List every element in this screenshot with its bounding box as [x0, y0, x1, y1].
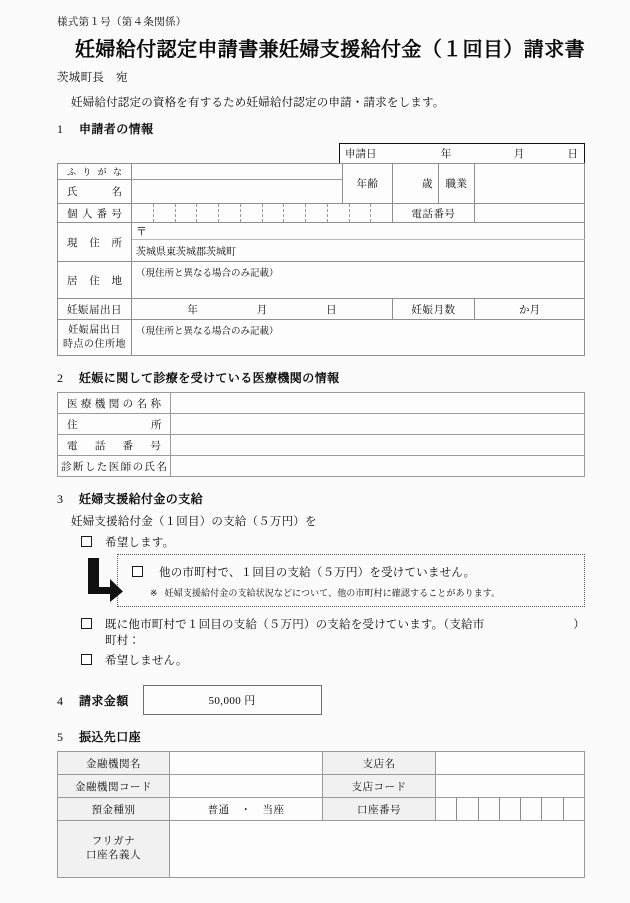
occupation-label: 職業	[439, 164, 475, 204]
application-date-month[interactable]: 月	[485, 144, 553, 163]
mynumber-label: 個 人 番 号	[58, 204, 132, 223]
checkbox-already-received-label: 既に他市町村で１回目の支給（５万円）の支給を受けています。（支給市町村：	[105, 619, 485, 647]
report-address-value[interactable]: （現住所と異なる場合のみ記載）	[132, 320, 585, 356]
checkbox-wish-label: 希望します。	[105, 537, 175, 549]
note-text: 妊婦支援給付金の支給状況などについて、他の市町村に確認することがあります。	[164, 588, 501, 598]
section-5-number: 5	[57, 730, 64, 744]
document-title: 妊婦給付認定申請書兼妊婦支援給付金（１回目）請求書	[75, 39, 585, 61]
application-date-day[interactable]: 日	[553, 144, 584, 163]
pregnancy-report-date-label: 妊娠届出日	[58, 299, 132, 320]
bank-account-table	[57, 751, 585, 878]
claim-amount-box[interactable]: 50,000 円	[143, 685, 322, 715]
form-number: 様式第１号（第４条関係）	[57, 17, 187, 28]
checkbox-no-wish[interactable]	[81, 654, 92, 665]
table-row	[58, 240, 585, 262]
occupation-value[interactable]	[475, 164, 585, 204]
section-2-number: 2	[57, 371, 64, 385]
table-row	[58, 798, 585, 821]
inset-note	[132, 586, 574, 599]
section-1-title: 申請者の情報	[79, 122, 154, 136]
residence-label: 居 住 地	[58, 262, 132, 299]
account-holder-value[interactable]	[170, 821, 585, 878]
section-3-number: 3	[57, 492, 64, 506]
checkbox-already-received[interactable]	[81, 618, 92, 629]
table-row	[58, 262, 585, 299]
medical-institution-table	[57, 392, 585, 477]
branch-name-label: 支店名	[323, 752, 436, 775]
table-row	[58, 204, 585, 223]
checkbox-row-no-wish[interactable]	[57, 652, 585, 668]
age-unit[interactable]: 歳	[393, 164, 439, 204]
mynumber-cell-grid	[132, 204, 392, 222]
phone-label: 電話番号	[393, 204, 475, 223]
applicant-block	[57, 143, 585, 356]
section-3-intro: 妊婦支援給付金（１回目）の支給（５万円）を	[71, 516, 317, 528]
section-4-block	[57, 685, 585, 715]
mynumber-input[interactable]	[132, 204, 393, 223]
checkbox-wish[interactable]	[81, 536, 92, 547]
name-label: 氏 名	[58, 180, 132, 204]
furigana-value[interactable]	[132, 164, 343, 180]
bank-name-value[interactable]	[170, 752, 323, 775]
table-row	[58, 435, 585, 456]
medical-phone-label: 電 話 番 号	[58, 435, 171, 456]
section-5-heading	[57, 728, 585, 745]
section-2-heading	[57, 369, 585, 386]
section-5-title: 振込先口座	[79, 730, 142, 744]
table-row	[58, 164, 585, 180]
pregnancy-months-label: 妊娠月数	[393, 299, 475, 320]
branch-code-value[interactable]	[436, 775, 585, 798]
checkbox-not-received[interactable]	[132, 566, 143, 577]
section-4-heading	[57, 692, 129, 709]
account-number-cell-grid	[436, 798, 584, 820]
branch-name-value[interactable]	[436, 752, 585, 775]
report-date-year: 年	[187, 304, 198, 316]
account-number-label: 口座番号	[323, 798, 436, 821]
inset-confirmation-area	[57, 554, 585, 607]
table-row	[58, 299, 585, 320]
account-holder-label	[58, 821, 170, 878]
postal-code-field[interactable]: 〒	[132, 223, 585, 240]
residence-value[interactable]: （現住所と異なる場合のみ記載）	[132, 262, 585, 299]
table-row	[58, 752, 585, 775]
checkbox-already-received-close: ）	[573, 619, 585, 631]
medical-address-label: 住 所	[58, 414, 171, 435]
application-date-label: 申請日	[340, 144, 407, 163]
checkbox-not-received-label: 他の市町村で、１回目の支給（５万円）を受けていません。	[159, 567, 476, 579]
section-3-heading	[57, 490, 585, 507]
section-2-title: 妊娠に関して診療を受けている医療機関の情報	[79, 371, 340, 385]
checkbox-row-wish[interactable]	[57, 534, 585, 550]
name-value[interactable]	[132, 180, 343, 204]
medical-name-value[interactable]	[171, 393, 585, 414]
bank-name-label: 金融機関名	[58, 752, 170, 775]
checkbox-no-wish-label: 希望しません。	[105, 655, 188, 667]
checkbox-row-not-received[interactable]	[132, 564, 574, 580]
current-address-value[interactable]: 茨城県東茨城郡茨城町	[132, 240, 585, 262]
table-row	[58, 393, 585, 414]
account-type-value[interactable]: 普通 ・ 当座	[170, 798, 323, 821]
section-1-number: 1	[57, 122, 64, 136]
age-label: 年齢	[343, 164, 393, 204]
current-address-label: 現 住 所	[58, 223, 132, 262]
section-1-heading	[57, 120, 585, 137]
application-date-year[interactable]: 年	[407, 144, 485, 163]
report-address-label-line2: 時点の住所地	[63, 338, 126, 350]
table-row	[58, 320, 585, 356]
account-number-input[interactable]	[436, 798, 585, 821]
table-row	[58, 414, 585, 435]
inset-dotted-box	[117, 554, 585, 607]
phone-value[interactable]	[475, 204, 585, 223]
section-4-number: 4	[57, 693, 64, 708]
applicant-table	[57, 163, 585, 356]
report-address-label	[58, 320, 132, 356]
table-row	[58, 775, 585, 798]
pregnancy-months-value[interactable]: か月	[475, 299, 585, 320]
section-3-title: 妊婦支援給付金の支給	[79, 492, 204, 506]
account-holder-label-line2: 口座名義人	[86, 850, 141, 861]
report-date-day: 日	[326, 304, 337, 316]
doctor-name-value[interactable]	[171, 456, 585, 477]
pregnancy-report-date-value[interactable]	[132, 299, 393, 320]
report-date-month: 月	[256, 304, 268, 316]
checkbox-row-already-received[interactable]	[57, 616, 585, 648]
application-date-box	[339, 143, 585, 163]
elbow-arrow-icon	[86, 558, 124, 602]
table-row	[58, 223, 585, 240]
table-row	[58, 456, 585, 477]
section-4-title: 請求金額	[79, 693, 129, 708]
note-mark: ※	[150, 588, 158, 598]
report-address-label-line1: 妊娠届出日	[68, 325, 121, 336]
account-holder-label-line1: フリガナ	[91, 835, 136, 847]
medical-phone-value[interactable]	[171, 435, 585, 456]
medical-name-label: 医 療 機 関 の 名 称	[58, 393, 171, 414]
bank-code-value[interactable]	[170, 775, 323, 798]
furigana-label: ふりがな	[58, 164, 132, 180]
branch-code-label: 支店コード	[323, 775, 436, 798]
doctor-name-label: 診断した医師の氏名	[58, 456, 171, 477]
table-row	[58, 821, 585, 878]
account-type-label: 預金種別	[58, 798, 170, 821]
lead-statement: 妊婦給付認定の資格を有するため妊婦給付認定の申請・請求をします。	[71, 97, 445, 109]
bank-code-label: 金融機関コード	[58, 775, 170, 798]
medical-address-value[interactable]	[171, 414, 585, 435]
addressee: 茨城町長 宛	[57, 72, 128, 84]
